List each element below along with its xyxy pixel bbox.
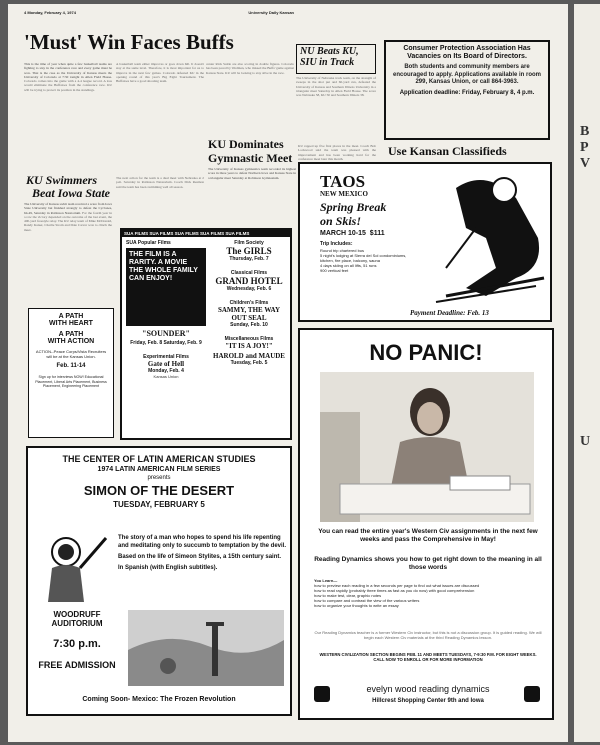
page-header bbox=[24, 10, 294, 15]
sua-experimental-label: Experimental Films bbox=[143, 354, 189, 360]
sua-grand-hotel: GRAND HOTEL bbox=[215, 276, 283, 286]
latin-desc-3: In Spanish (with English subtitles). bbox=[118, 565, 218, 571]
must-win-lead-text: This is the time of year when quite a few basketball teams are fighting to stay in the conference race and every game must be won. That is the case as the University of Kansas meets the University of Colorado at 7:30 tonight in Allen Field House. bbox=[24, 62, 112, 79]
taos-dates-text: MARCH 10-15 bbox=[320, 230, 366, 237]
learn-item: how to organize your thoughts to write an essay bbox=[314, 603, 399, 608]
path-dates: Feb. 11-14 bbox=[56, 363, 86, 369]
swimmers-lead-text: The University of Kansas swim team received a scare from Iowa State University but finished strongly to defeat the Cyclones, 64-49, Saturday in Robinson Natatorium. bbox=[24, 202, 112, 215]
no-panic-headline: NO PANIC! bbox=[369, 340, 483, 365]
saint-illustration bbox=[36, 528, 114, 602]
consumer-protection-ad bbox=[384, 40, 550, 140]
taos-payment-deadline: Payment Deadline: Feb. 13 bbox=[410, 309, 489, 317]
must-win-headline: 'Must' Win Faces Buffs bbox=[24, 30, 234, 54]
sua-left-column bbox=[126, 240, 206, 379]
sua-sammy-date: Sunday, Feb. 10 bbox=[230, 322, 268, 328]
desert-photo bbox=[128, 610, 284, 686]
consumer-deadline: Application deadline: Friday, February 8, 4 p.m. bbox=[399, 89, 535, 96]
taos-ad bbox=[298, 162, 552, 322]
taos-item: 5 night's lodging at Sierra del Sol condominiums, kitchen, fire place, balcony, sauna bbox=[320, 253, 407, 263]
reading-dynamics-logo-icon bbox=[524, 686, 540, 702]
latin-venue: WOODRUFF AUDITORIUM bbox=[51, 610, 103, 628]
sua-grand-date: Wednesday, Feb. 6 bbox=[226, 286, 272, 292]
sua-misc-label: Miscellaneous Films bbox=[224, 336, 274, 342]
sua-banner: SUA FILMS SUA FILMS SUA FILMS SUA FILMS SUA FILMS bbox=[122, 230, 290, 237]
nu-beats-box bbox=[296, 44, 376, 74]
taos-tagline-2: on Skis! bbox=[320, 214, 362, 228]
no-panic-schedule: WESTERN CIVILIZATION SECTION BEGINS FEB. 11 AND MEETS TUESDAYS, 7-9:30 P.M. FOR EIGHT WEEKS. CALL NOW TO ENROLL OR FOR MORE INFORMATION bbox=[319, 652, 537, 663]
path-footer: Sign up for interviews NOW! Educational Placement, Liberal Arts Placement, Business Placement, Engineering Placement bbox=[35, 375, 107, 388]
edge-char: V bbox=[580, 156, 591, 171]
taos-tagline-1: Spring Break bbox=[320, 200, 387, 214]
swimmers-lead: The University of Kansas swim team received a scare from Iowa State University but finished strongly to defeat the Cyclones, 64-49, Saturday in Robinson Natatorium. For the fourth year in a row the victory depended on the outcome of the last event, the 400-yard freestyle relay. The KU relay team of Mike McDonald, Randy Kaiser, Charlie Strom and Dale Carver won to clinch the meet. bbox=[24, 202, 112, 232]
latin-presents: presents bbox=[147, 475, 171, 481]
no-panic-location: Hillcrest Shopping Center 9th and Iowa bbox=[372, 698, 484, 704]
path-title-3: A PATH bbox=[58, 331, 84, 338]
peace-corps-ad bbox=[28, 308, 114, 438]
consumer-body: Both students and community members are encouraged to apply. Applications available in room 299, Kansas Union, or call 864-3963. bbox=[392, 64, 542, 85]
sua-childrens-label: Children's Films bbox=[229, 300, 269, 306]
article-column: The next action for the team is a dual meet with Nebraska at 2 p.m. Saturday in Robinson Natatorium. Coach Dick Reamon said the team has been swimming well all season. bbox=[116, 176, 204, 189]
nu-beats-headline-1: NU Beats KU, bbox=[300, 46, 359, 57]
taos-item: Round trip chartered bus bbox=[320, 248, 365, 253]
student-photo bbox=[320, 372, 534, 522]
taos-dates bbox=[320, 230, 385, 237]
learn-label: You Learn— bbox=[314, 578, 338, 583]
sua-sounder-dates: Friday, Feb. 8 Saturday, Feb. 9 bbox=[130, 340, 202, 346]
latin-title: SIMON OF THE DESERT bbox=[83, 483, 235, 498]
taos-price: $111 bbox=[369, 230, 385, 237]
taos-items bbox=[320, 248, 420, 273]
gymnastic-lead-text: The University of Kansas gymnastics team recorded its highest score in three years to defeat Northern Iowa and Kansas State in a triangular meet Saturday at Robinson Gymnasium. bbox=[208, 167, 296, 180]
page-info: 4 Monday, February 4, 1974 bbox=[24, 10, 76, 15]
latin-center: THE CENTER OF LATIN AMERICAN STUDIES bbox=[62, 454, 256, 464]
sua-classical-label: Classical Films bbox=[230, 270, 268, 276]
sua-film-poster: THE FILM IS A RARITY. A MOVIE THE WHOLE FAMILY CAN ENJOY! bbox=[126, 248, 206, 326]
gymnastic-headline-1: KU Dominates bbox=[208, 137, 284, 151]
taos-place: NEW MEXICO bbox=[320, 190, 368, 198]
edge-char: B bbox=[580, 124, 590, 139]
article-column: KU rapped up five first places in the meet. Coach Bob Lockwood said the team was pleased with the improvement and has been working hard for the conference meet later this month. bbox=[298, 144, 376, 161]
swimmers-headline-1: KU Swimmers bbox=[26, 173, 98, 187]
taos-title: TAOS bbox=[320, 172, 366, 191]
adjacent-page-edge bbox=[574, 4, 600, 742]
latin-series: 1974 LATIN AMERICAN FILM SERIES bbox=[97, 466, 221, 473]
latin-description bbox=[118, 534, 286, 572]
sua-gate-date: Monday, Feb. 4 bbox=[148, 368, 184, 374]
no-panic-fine-print: Our Reading Dynamics teacher is a former Western Civ instructor, but this is not a discussion group. It is guided reading. We will begin each Western Civ materials at the third Reading Dynamics lesson. bbox=[314, 630, 542, 640]
must-win-lead: This is the time of year when quite a few basketball teams are fighting to stay in the conference race and every game must be won. That is the case as the University of Kansas meets the University of Colorado at 7:30 tonight in Allen Field House. Colorado comes into the game with a 4-4 league record. A loss would eliminate the Buffaloes from the conference race. KU will be trying to protect its position in the standings. bbox=[24, 62, 112, 92]
sua-joy: "IT IS A JOY!" bbox=[225, 342, 273, 350]
nu-beats-headline-2: SIU in Track bbox=[300, 57, 355, 68]
newspaper-page bbox=[8, 4, 568, 742]
sua-popular-label: SUA Popular Films bbox=[126, 240, 171, 246]
no-panic-learn bbox=[314, 578, 542, 608]
sua-films-ad bbox=[120, 228, 292, 440]
sua-sounder: "SOUNDER" bbox=[142, 329, 190, 338]
latin-admission: FREE ADMISSION bbox=[38, 660, 116, 670]
skier-illustration bbox=[426, 168, 548, 306]
no-panic-promise: Reading Dynamics shows you how to get right down to the meaning in all those words bbox=[314, 556, 542, 571]
edge-char: U bbox=[580, 434, 591, 449]
sua-girls: The GIRLS bbox=[226, 246, 272, 256]
latin-date: TUESDAY, FEBRUARY 5 bbox=[113, 500, 205, 509]
sua-girls-date: Thursday, Feb. 7 bbox=[229, 256, 269, 262]
sua-right-column bbox=[210, 240, 288, 366]
sua-gate: Gate of Hell bbox=[147, 360, 185, 368]
swimmers-headline-2: Beat Iowa State bbox=[32, 186, 111, 200]
learn-item: how to compare and contrast the view of the various writers bbox=[314, 598, 420, 603]
sua-venue: Kansas Union bbox=[153, 374, 179, 379]
latin-coming-soon: Coming Soon- Mexico: The Frozen Revolution bbox=[82, 696, 236, 703]
no-panic-brand: evelyn wood reading dynamics bbox=[366, 684, 490, 694]
article-column: A basketball team either improves or goes down hill. It doesn't stay at the same level. Therefore, it is most important for us to improve in the next few games. Colorado defeated KU in the opening round of this year's Big Eight Tournament. The Buffaloes have a good shooting team. bbox=[116, 62, 204, 84]
sua-film-society-label: Film Society bbox=[234, 240, 264, 246]
path-title-4: WITH ACTION bbox=[47, 338, 95, 345]
gymnastic-headline-2: Gymnastic Meet bbox=[208, 151, 293, 165]
latin-american-film-ad bbox=[26, 446, 292, 716]
taos-item: 900 vertical feet bbox=[320, 268, 349, 273]
sua-harold-date: Tuesday, Feb. 5 bbox=[230, 360, 268, 366]
paper-name: University Daily Kansan bbox=[248, 10, 294, 15]
article-column: center Rick Suttle are also scoring in double figures. Colorado has been paced by Wedman, who missed the Buffs' game against Kansas State. KU will be looking to stay alive in the race. bbox=[206, 62, 294, 75]
classifieds-label: Use Kansan Classifieds bbox=[388, 144, 507, 158]
edge-char: P bbox=[580, 140, 589, 155]
learn-item: how to preview each reading in a few seconds per page to find out what issues are discussed bbox=[314, 583, 480, 588]
article-column: The University of Nebraska track team, on the strength of sweeps in the shot put and 60-yard run, defeated the University of Kansas and Southern Illinois University in a triangular meet Saturday in Allen Field House. The score was Nebraska 58, KU 50 and Southern Illinois 38. bbox=[296, 76, 376, 98]
reading-dynamics-logo-icon bbox=[314, 686, 330, 702]
sua-sammy: SAMMY, THE WAY OUT SEAL bbox=[217, 306, 281, 322]
path-body: ACTION--Peace Corps/Vista Recruiters will be at the Kansas Union. bbox=[35, 349, 107, 359]
no-panic-ad bbox=[298, 328, 554, 720]
gymnastic-lead bbox=[208, 167, 296, 227]
latin-time: 7:30 p.m. bbox=[53, 638, 101, 650]
no-panic-tagline: You can read the entire year's Western Civ assignments in the next few weeks and pass the Comprehensive in May! bbox=[318, 528, 538, 543]
path-title-2: WITH HEART bbox=[49, 320, 93, 327]
latin-desc-1: The story of a man who hopes to spend his life repenting and meditating only to succumb to temptation by the devil. bbox=[118, 535, 287, 549]
learn-item: how to read rapidly (probably three times as fast as you do now) with good comprehension bbox=[314, 588, 475, 593]
path-title-1: A PATH bbox=[58, 313, 84, 320]
taos-item: 4 days skiing on all lifts, 51 runs bbox=[320, 263, 377, 268]
consumer-title: Consumer Protection Association Has Vacancies on Its Board of Directors. bbox=[403, 45, 531, 60]
taos-includes: Trip Includes: bbox=[320, 241, 353, 247]
sua-harold: HAROLD and MAUDE bbox=[213, 352, 285, 360]
latin-desc-2: Based on the life of Simeon Stylites, a 15th century saint. bbox=[118, 554, 282, 560]
learn-item: how to make test, clear, graphic notes bbox=[314, 593, 382, 598]
